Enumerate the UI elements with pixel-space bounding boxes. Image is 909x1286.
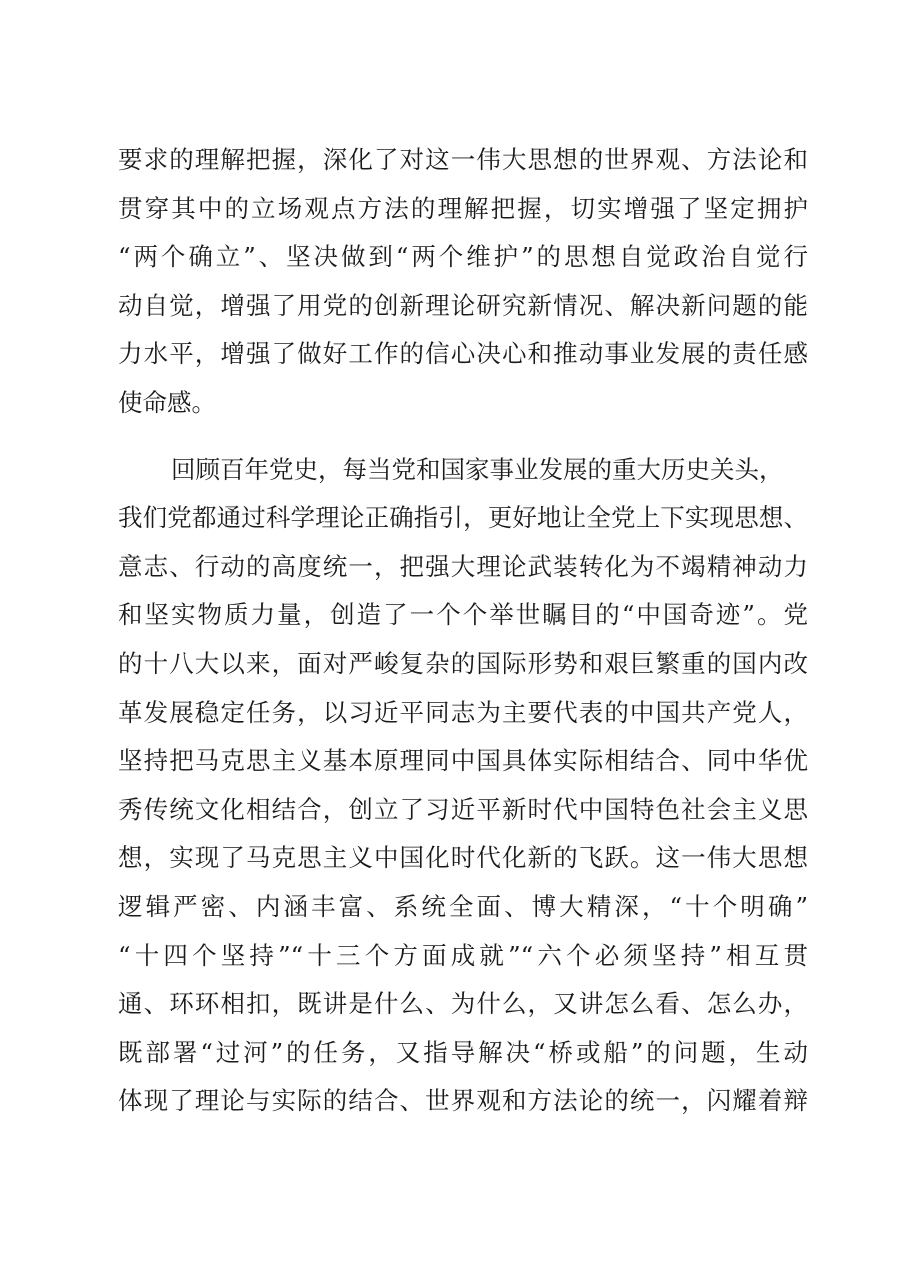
text-line: 既部署“过河”的任务，又指导解决“桥或船”的问题，生动 bbox=[118, 1037, 808, 1067]
text-line: 力水平，增强了做好工作的信心决心和推动事业发展的责任感 bbox=[118, 339, 808, 369]
paragraph-gap bbox=[118, 428, 808, 446]
text-line: 坚持把马克思主义基本原理同中国具体实际相结合、同中华优 bbox=[118, 746, 808, 776]
text-line: 逻辑严密、内涵丰富、系统全面、博大精深，“十个明确” bbox=[118, 891, 808, 921]
text-line: 意志、行动的高度统一，把强大理论武装转化为不竭精神动力 bbox=[118, 551, 808, 581]
text-line: 和坚实物质力量，创造了一个个举世瞩目的“中国奇迹”。党 bbox=[118, 600, 808, 630]
text-line: 通、环环相扣，既讲是什么、为什么，又讲怎么看、怎么办， bbox=[118, 989, 808, 1019]
text-line: 我们党都通过科学理论正确指引，更好地让全党上下实现思想、 bbox=[118, 503, 808, 533]
text-line: 秀传统文化相结合，创立了习近平新时代中国特色社会主义思 bbox=[118, 794, 808, 824]
paragraph bbox=[118, 136, 808, 428]
text-line: 想，实现了马克思主义中国化时代化新的飞跃。这一伟大思想 bbox=[118, 843, 808, 873]
text-line: “十四个坚持”“十三个方面成就”“六个必须坚持”相互贯 bbox=[118, 940, 808, 970]
text-line: 回顾百年党史，每当党和国家事业发展的重大历史关头， bbox=[171, 454, 784, 484]
document-body bbox=[118, 136, 808, 1126]
text-line: 革发展稳定任务，以习近平同志为主要代表的中国共产党人， bbox=[118, 697, 808, 727]
text-line: “两个确立”、坚决做到“两个维护”的思想自觉政治自觉行 bbox=[118, 242, 808, 272]
text-line: 贯穿其中的立场观点方法的理解把握，切实增强了坚定拥护 bbox=[118, 193, 808, 223]
text-line: 体现了理论与实际的结合、世界观和方法论的统一，闪耀着辩 bbox=[118, 1086, 808, 1116]
paragraph bbox=[118, 446, 808, 1126]
text-line: 动自觉，增强了用党的创新理论研究新情况、解决新问题的能 bbox=[118, 290, 808, 320]
text-line: 的十八大以来，面对严峻复杂的国际形势和艰巨繁重的国内改 bbox=[118, 648, 808, 678]
text-line: 要求的理解把握，深化了对这一伟大思想的世界观、方法论和 bbox=[118, 145, 808, 174]
text-line: 使命感。 bbox=[118, 387, 216, 417]
